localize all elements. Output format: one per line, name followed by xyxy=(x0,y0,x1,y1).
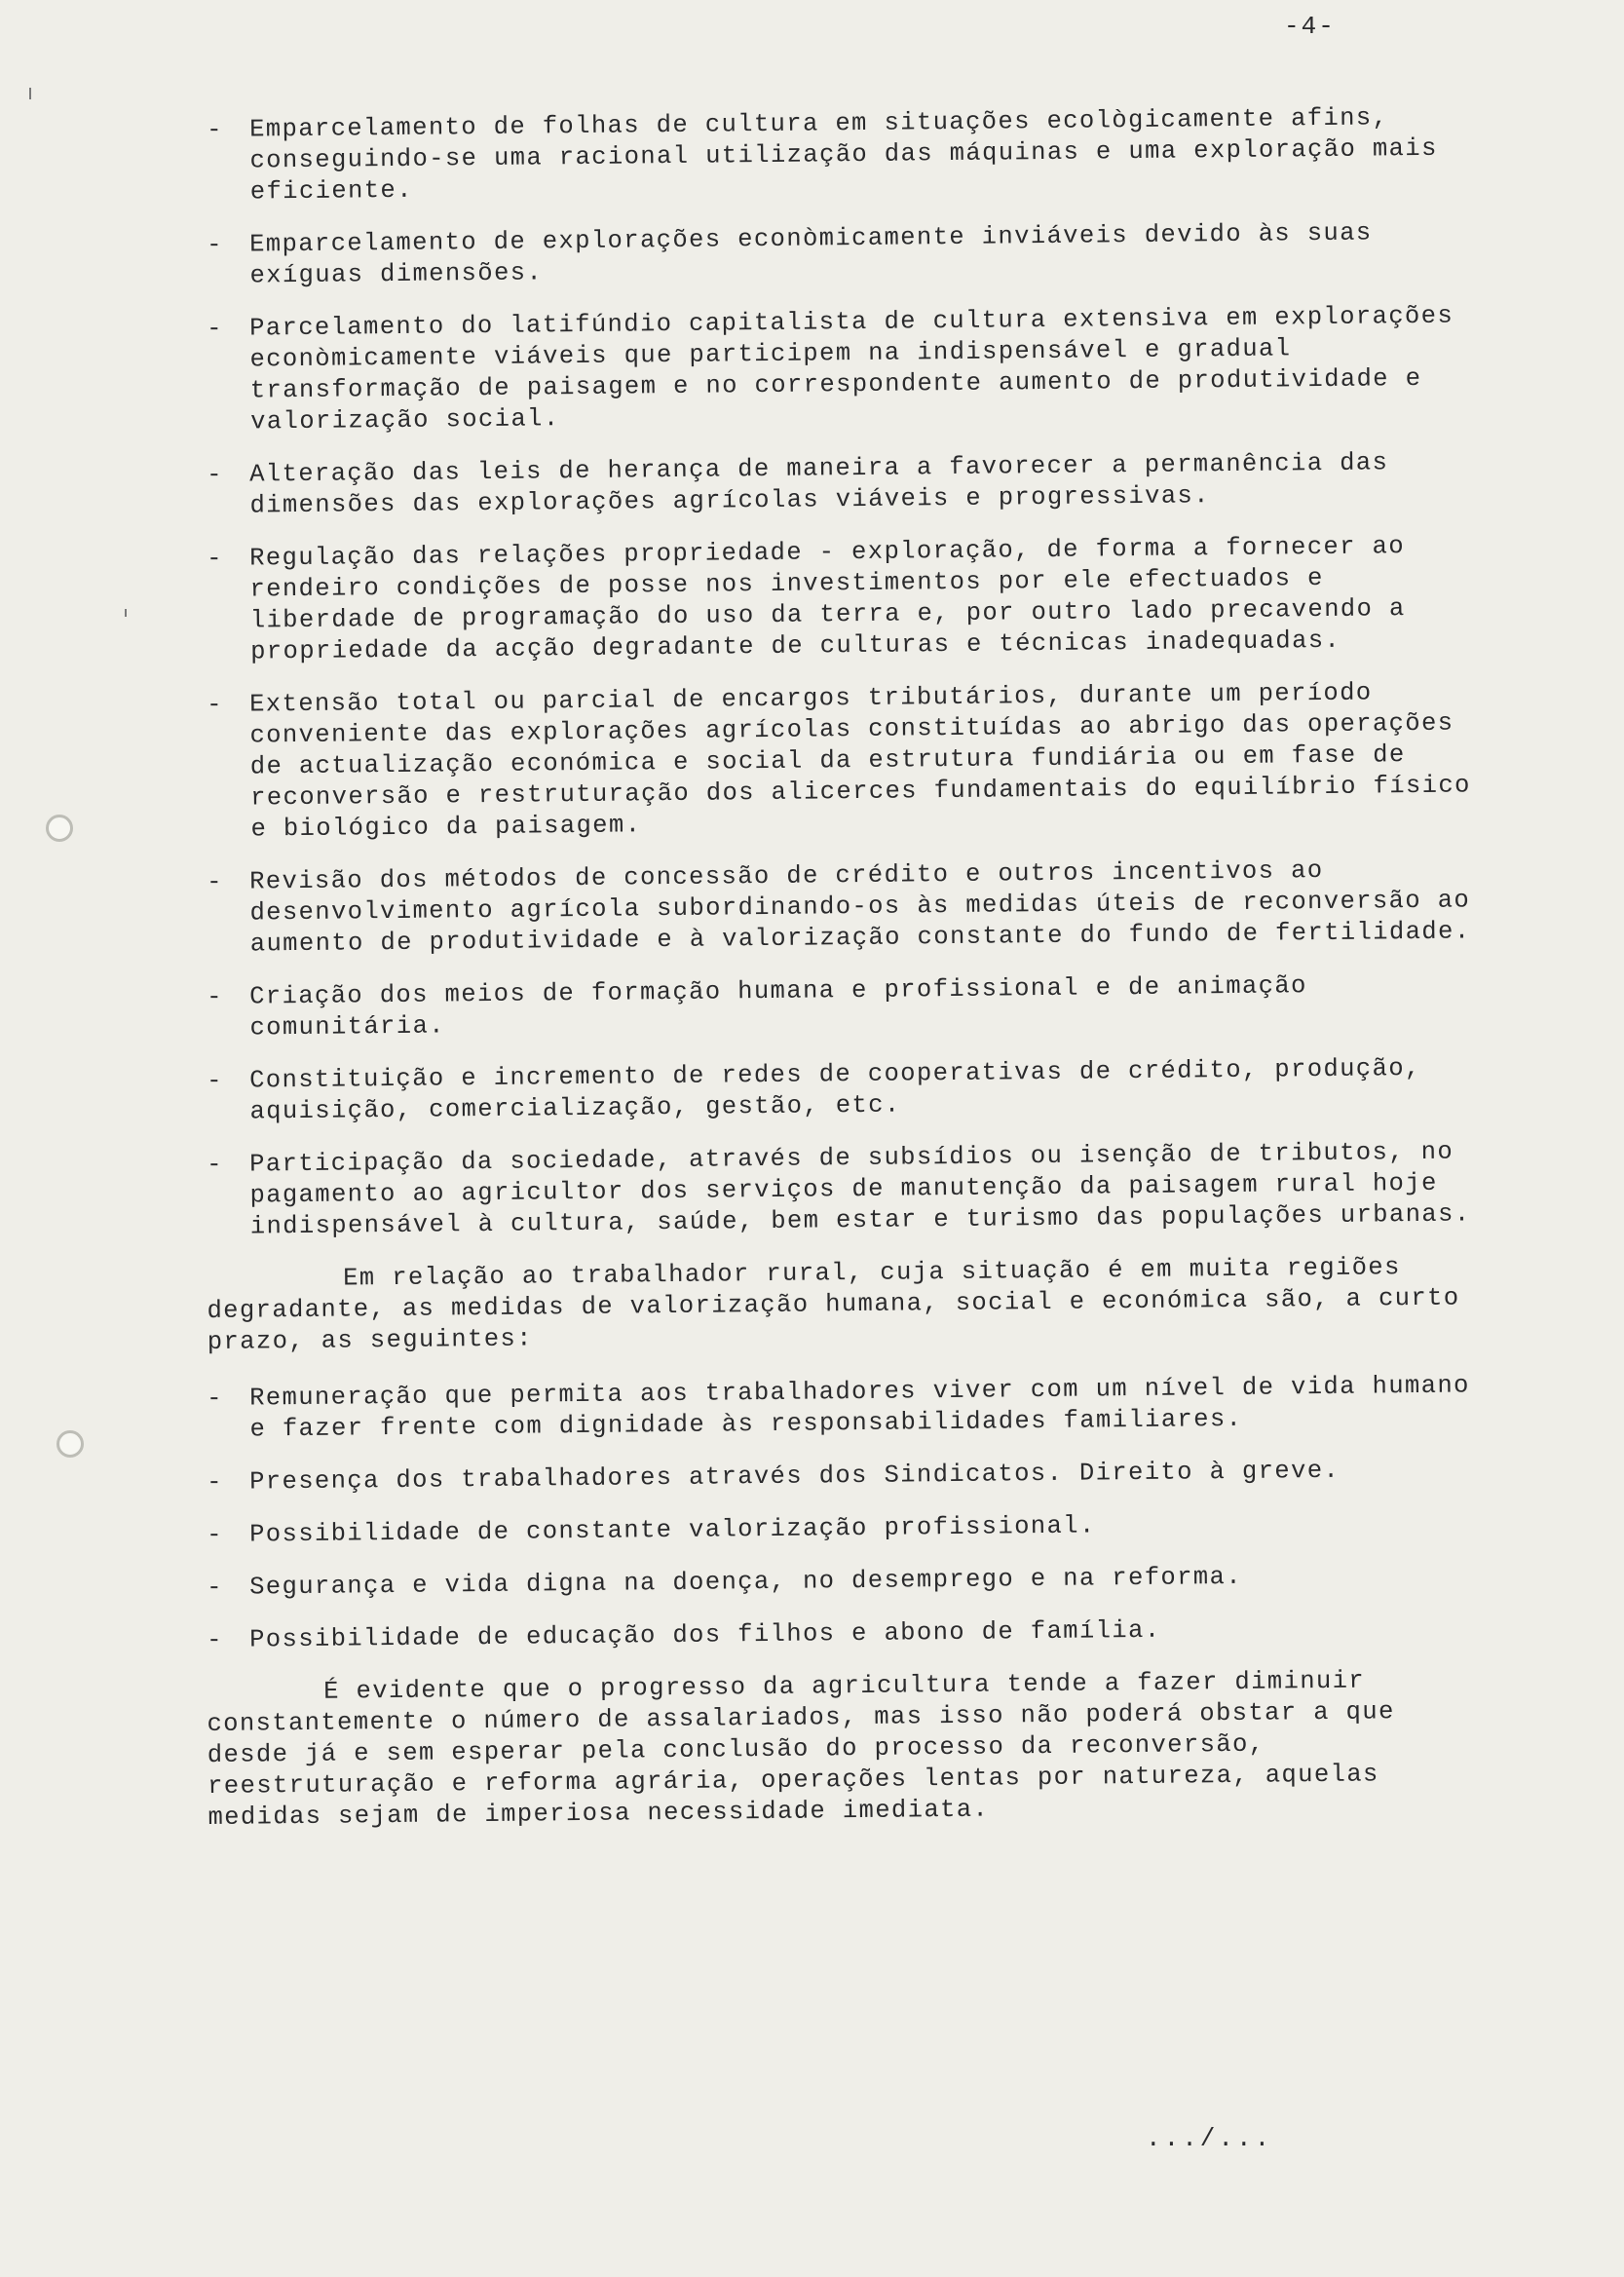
list-item-text: Criação dos meios de formação humana e profissional e de animação comunitária. xyxy=(249,971,1307,1043)
list-item xyxy=(207,1052,1484,1128)
bullet-dash: - xyxy=(207,230,224,259)
list-item-text: Constituição e incremento de redes de cooperativas de crédito, produção, aquisição, comercialização, gestão, etc. xyxy=(249,1053,1421,1126)
bullet-dash: - xyxy=(207,314,224,343)
bullet-dash: - xyxy=(207,1467,224,1497)
bullet-dash: - xyxy=(207,690,224,719)
bullet-dash: - xyxy=(207,1150,224,1179)
punch-hole xyxy=(46,815,73,842)
list-item-text: Extensão total ou parcial de encargos tributários, durante um período conveniente das explorações agrícolas constituídas ao abrigo das operações de actualização económica e social da estrutura fundiária ou em fase de reconversão e restruturação dos alicerces fundamentais do equilíbrio físico e biológico da paisagem. xyxy=(249,678,1471,844)
margin-mark xyxy=(29,88,31,99)
list-item xyxy=(207,1612,1483,1656)
document-body xyxy=(207,103,1483,1859)
list-item xyxy=(207,530,1484,668)
list-item-text: Segurança e vida digna na doença, no desemprego e na reforma. xyxy=(249,1562,1243,1602)
list-item xyxy=(207,1136,1484,1243)
list-item-text: Possibilidade de constante valorização profissional. xyxy=(249,1511,1096,1549)
list-item xyxy=(207,968,1484,1044)
list-item-text: Revisão dos métodos de concessão de crédito e outros incentivos ao desenvolvimento agrícola subordinando-os às medidas úteis de reconversão ao aumento de produtividade e à valorização constante do fundo de fertilidade. xyxy=(249,855,1471,959)
list-item-text: Emparcelamento de folhas de cultura em situações ecològicamente afins, conseguindo-se uma racional utilização das máquinas e uma exploração mais eficiente. xyxy=(249,103,1438,207)
list-item xyxy=(207,676,1485,846)
list-item xyxy=(207,1506,1483,1551)
list-item xyxy=(207,216,1484,292)
list-item xyxy=(207,300,1484,438)
list-item-text: Presença dos trabalhadores através dos Sindicatos. Direito à greve. xyxy=(249,1456,1341,1497)
bullet-dash: - xyxy=(207,982,224,1011)
measures-list xyxy=(207,103,1483,1243)
bullet-dash: - xyxy=(207,1573,224,1602)
bullet-dash: - xyxy=(207,1520,224,1549)
list-item-text: Remuneração que permita aos trabalhadores viver com um nível de vida humano e fazer frente com dignidade às responsabilidades familiares. xyxy=(249,1371,1470,1444)
list-item xyxy=(207,1370,1484,1446)
list-item-text: Parcelamento do latifúndio capitalista de cultura extensiva em explorações econòmicamente viáveis que participem na indispensável e gradual transformação de paisagem e no correspondente aumento de produtividade e valorização social. xyxy=(249,301,1454,436)
list-item-text: Participação da sociedade, através de subsídios ou isenção de tributos, no pagamento ao agricultor dos serviços de manutenção da paisagem rural hoje indispensável à cultura, saúde, bem estar e turismo das populações urbanas. xyxy=(249,1137,1471,1241)
bullet-dash: - xyxy=(207,1625,224,1654)
paragraph-conclusion: É evidente que o progresso da agricultura tende a fazer diminuir constantemente o número de assalariados, mas isso não poderá obstar a que desde já e sem esperar pela conclusão do processo da reconversão, reestruturação e reforma agrária, operações lentas por natureza, aquelas medidas sejam de imperiosa necessidade imediata. xyxy=(207,1666,1395,1832)
list-item xyxy=(207,1559,1483,1604)
bullet-dash: - xyxy=(207,544,224,573)
punch-hole xyxy=(57,1430,84,1458)
list-item-text: Emparcelamento de explorações econòmicamente inviáveis devido às suas exíguas dimensões. xyxy=(249,218,1373,290)
bullet-dash: - xyxy=(207,460,224,489)
list-item xyxy=(207,1454,1483,1499)
bullet-dash: - xyxy=(207,1066,224,1095)
list-item xyxy=(207,101,1484,209)
bullet-dash: - xyxy=(207,115,224,144)
worker-measures-list xyxy=(207,1371,1483,1656)
page-number: -4- xyxy=(1284,12,1336,41)
list-item-text: Possibilidade de educação dos filhos e abono de família. xyxy=(249,1615,1161,1654)
margin-mark xyxy=(125,609,127,617)
paragraph-rural-worker: Em relação ao trabalhador rural, cuja situação é em muita regiões degradante, as medidas de valorização humana, social e económica são, a curto prazo, as seguintes: xyxy=(207,1253,1460,1356)
bullet-dash: - xyxy=(207,1384,224,1413)
bullet-dash: - xyxy=(207,867,224,896)
list-item xyxy=(207,854,1484,961)
list-item xyxy=(207,446,1484,522)
continuation-mark: .../... xyxy=(1146,2124,1273,2153)
list-item-text: Alteração das leis de herança de maneira a favorecer a permanência das dimensões das explorações agrícolas viáveis e progressivas. xyxy=(249,448,1389,520)
list-item-text: Regulação das relações propriedade - exploração, de forma a fornecer ao rendeiro condições de posse nos investimentos por ele efectuados e liberdade de programação do uso da terra e, por outro lado precavendo a propriedade da acção degradante de culturas e técnicas inadequadas. xyxy=(249,532,1406,666)
